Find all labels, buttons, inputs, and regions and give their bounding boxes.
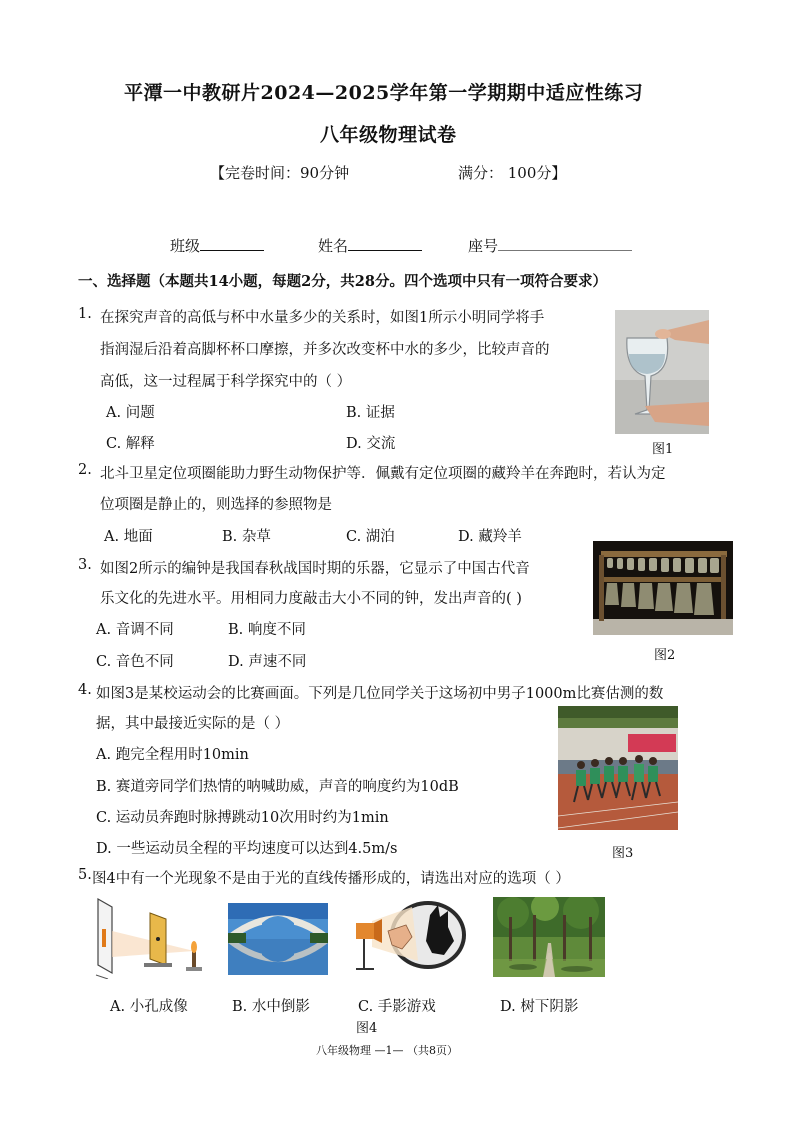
q1-line-3: 高低，这一过程属于科学探究中的（ ） [100,374,352,390]
q5-option-d[interactable]: D. 树下阴影 [500,999,579,1015]
q5-number: 5. [78,867,92,883]
q3-option-d[interactable]: D. 声速不同 [228,654,307,670]
q5-option-c[interactable]: C. 手影游戏 [358,999,436,1015]
bridge-reflection-illustration [228,903,328,975]
seat-blank[interactable] [498,236,632,251]
q3-line-2: 乐文化的先进水平。用相同力度敲击大小不同的钟，发出声音的( ) [100,591,522,607]
race-illustration [558,706,678,830]
seat-field[interactable] [468,235,632,256]
q4-number: 4. [78,682,92,698]
q3-line-1: 如图2所示的编钟是我国春秋战国时期的乐器，它显示了中国古代音 [100,561,530,577]
q2-option-c[interactable]: C. 湖泊 [346,529,395,545]
class-blank[interactable] [200,236,264,251]
chime-bells-illustration [593,541,733,635]
q2-option-a[interactable]: A. 地面 [104,529,153,545]
q5-option-a[interactable]: A. 小孔成像 [110,999,188,1015]
q2-option-b[interactable]: B. 杂草 [222,529,271,545]
figure-4b-reflection-image [228,903,328,975]
time-info: 【完卷时间：90分钟 [210,164,350,182]
q4-option-d[interactable]: D. 一些运动员全程的平均速度可以达到4.5m/s [96,841,398,857]
q4-line-1: 如图3是某校运动会的比赛画面。下列是几位同学关于这场初中男子1000m比赛估测的数 [96,686,664,702]
name-field[interactable] [318,235,422,256]
q4-option-c[interactable]: C. 运动员奔跑时脉搏跳动10次用时约为1min [96,810,389,826]
pinhole-illustration [94,895,208,979]
q4-option-b[interactable]: B. 赛道旁同学们热情的呐喊助威，声音的响度约为10dB [96,779,459,795]
name-blank[interactable] [348,236,422,251]
figure-4d-tree-shadow-image [493,897,605,977]
exam-subtitle: 八年级物理试卷 [320,124,457,146]
q3-option-a[interactable]: A. 音调不同 [96,622,174,638]
q3-option-b[interactable]: B. 响度不同 [228,622,306,638]
score-info: 满分： 100分】 [458,164,567,182]
seat-label: 座号 [468,237,499,255]
figure-3-caption: 图3 [612,846,634,861]
name-label: 姓名 [318,237,349,255]
section-heading: 一、选择题（本题共14小题，每题2分，共28分。四个选项中只有一项符合要求） [78,273,607,290]
q1-number: 1. [78,306,92,322]
figure-2-caption: 图2 [654,648,676,663]
q4-option-a[interactable]: A. 跑完全程用时10min [96,747,249,763]
q1-option-a[interactable]: A. 问题 [106,405,155,421]
q3-number: 3. [78,557,92,573]
figure-3-race-image [558,706,678,830]
hand-shadow-illustration [352,897,466,977]
q2-line-2: 位项圈是静止的，则选择的参照物是 [100,497,332,513]
page-footer: 八年级物理 —1— （共8页） [316,1044,458,1057]
tree-shadow-illustration [493,897,605,977]
q1-option-b[interactable]: B. 证据 [346,405,395,421]
exam-title: 平潭一中教研片2024—2025学年第一学期期中适应性练习 [124,82,644,104]
wineglass-illustration [615,310,709,434]
q1-option-d[interactable]: D. 交流 [346,436,396,452]
figure-2-chime-bells-image [593,541,733,635]
q5-option-b[interactable]: B. 水中倒影 [232,999,310,1015]
figure-1-wineglass-image [615,310,709,434]
class-field[interactable] [170,235,264,256]
figure-4-caption: 图4 [356,1021,378,1036]
q5-line-1: 图4中有一个光现象不是由于光的直线传播形成的，请选出对应的选项（ ） [92,871,570,887]
q1-line-2: 指润湿后沿着高脚杯杯口摩擦，并多次改变杯中水的多少，比较声音的 [100,342,550,358]
q3-option-c[interactable]: C. 音色不同 [96,654,174,670]
q4-line-2: 据，其中最接近实际的是（ ） [96,716,290,732]
q1-line-1: 在探究声音的高低与杯中水量多少的关系时，如图1所示小明同学将手 [100,310,545,326]
class-label: 班级 [170,237,201,255]
figure-4a-pinhole-image [94,895,208,979]
q2-number: 2. [78,462,92,478]
figure-4c-hand-shadow-image [352,897,466,977]
q2-line-1: 北斗卫星定位项圈能助力野生动物保护等．佩戴有定位项圈的藏羚羊在奔跑时，若认为定 [100,466,666,482]
figure-1-caption: 图1 [652,442,674,457]
q2-option-d[interactable]: D. 藏羚羊 [458,529,522,545]
q1-option-c[interactable]: C. 解释 [106,436,155,452]
